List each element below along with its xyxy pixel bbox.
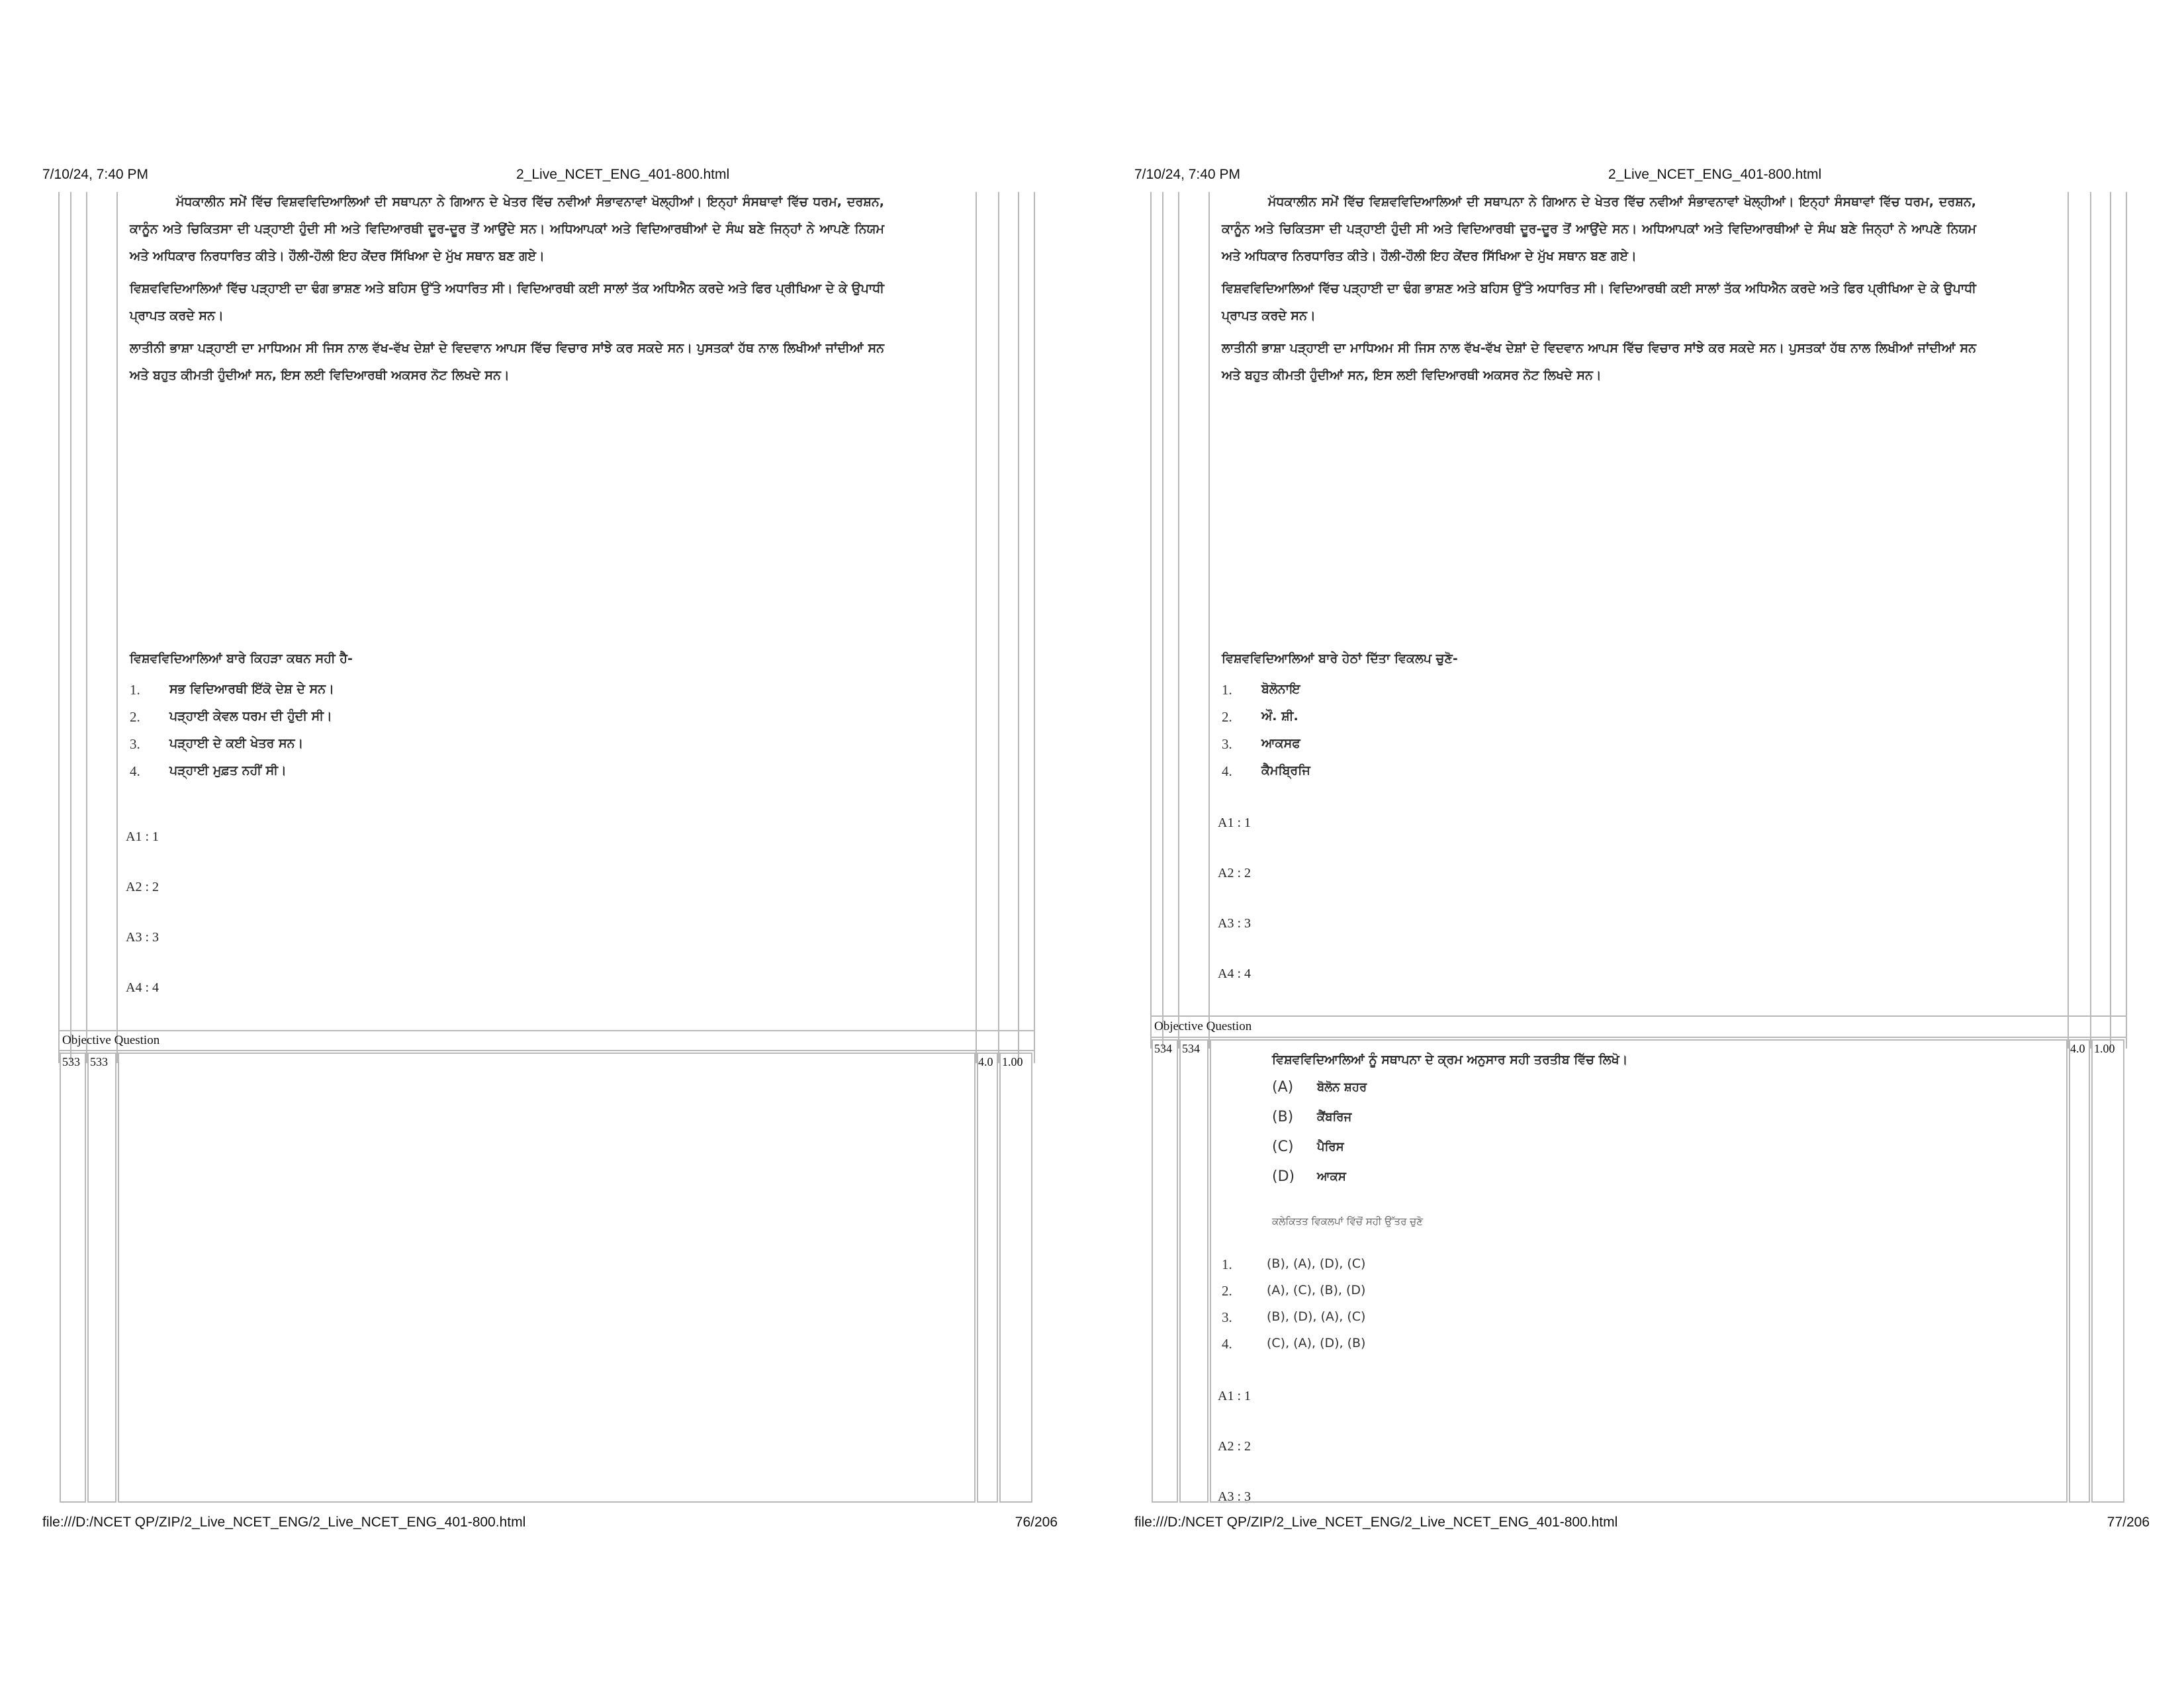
option-number: 2. xyxy=(1222,709,1232,725)
item-letter: (C) xyxy=(1272,1139,1294,1155)
table-border xyxy=(1150,1037,2127,1038)
item-letter: (A) xyxy=(1272,1079,1294,1096)
item-text: ਪੈਰਿਸ xyxy=(1317,1140,1344,1154)
question-id-cell xyxy=(60,1053,86,1503)
answer-key: A2 : 2 xyxy=(1218,866,1251,880)
option-number: 3. xyxy=(130,736,140,752)
option-text: (C), (A), (D), (B) xyxy=(1267,1336,1366,1350)
option-number: 2. xyxy=(1222,1283,1232,1299)
marks-cell xyxy=(977,1053,998,1503)
passage xyxy=(130,189,884,395)
footer-page-number: 76/206 xyxy=(1015,1515,1058,1530)
table-border xyxy=(1150,1015,2127,1017)
sequence-option xyxy=(1222,1283,1365,1309)
table-border xyxy=(2090,192,2091,1049)
item-letter: (B) xyxy=(1272,1109,1294,1125)
table-border xyxy=(1208,192,1210,1049)
question-body-cell xyxy=(118,1053,976,1503)
right-page xyxy=(1092,0,2184,1688)
option-number: 3. xyxy=(1222,1309,1232,1325)
table-border xyxy=(70,192,71,1063)
question-number: 533 xyxy=(90,1055,108,1068)
passage-paragraph: ਵਿਸ਼ਵਵਿਦਿਆਲਿਆਂ ਵਿੱਚ ਪੜ੍ਹਾਈ ਦਾ ਢੰਗ ਭਾਸ਼ਣ ਅਤੇ ਬਹਿਸ ਉੱਤੇ ਅਧਾਰਿਤ ਸੀ। ਵਿਦਿਆਰਥੀ ਕਈ ਸਾਲਾਂ ਤੱਕ ਅਧਿਐਨ ਕਰਦੇ ਅਤੇ ਫਿਰ ਪ੍ਰੀਖਿਆ ਦੇ ਕੇ ਉਪਾਧੀ ਪ੍ਰਾਪਤ ਕਰਦੇ ਸਨ। xyxy=(130,281,884,323)
table-border xyxy=(1018,192,1019,1063)
marks-cell xyxy=(2069,1039,2090,1503)
option-text: (B), (A), (D), (C) xyxy=(1267,1256,1366,1271)
table-border xyxy=(58,1050,1035,1051)
match-item xyxy=(1272,1072,1367,1102)
table-border xyxy=(2068,192,2069,1049)
table-border xyxy=(2110,192,2111,1049)
option-text: ਕੈਮਬ੍ਰਿਜਿ xyxy=(1261,763,1310,778)
question-number: 534 xyxy=(1182,1042,1200,1055)
answer-key: A2 : 2 xyxy=(126,880,159,894)
footer-path: file:///D:/NCET QP/ZIP/2_Live_NCET_ENG/2_Live_NCET_ENG_401-800.html xyxy=(1134,1515,1618,1530)
option-text: ਔ. ਸ਼ੀ. xyxy=(1261,709,1298,724)
option-text: ਪੜ੍ਹਾਈ ਦੇ ਕਈ ਖੇਤਰ ਸਨ। xyxy=(169,736,304,751)
negative-marks: 1.00 xyxy=(2094,1042,2115,1055)
option-text: ਪੜ੍ਹਾਈ ਮੁਫ਼ਤ ਨਹੀਂ ਸੀ। xyxy=(169,763,287,778)
option-item xyxy=(130,682,334,709)
option-text: (B), (D), (A), (C) xyxy=(1267,1309,1366,1324)
answer-key: A4 : 4 xyxy=(126,980,159,995)
table-border xyxy=(2126,192,2127,1049)
sequence-options xyxy=(1222,1256,1365,1362)
objective-question-label: Objective Question xyxy=(1154,1019,1252,1033)
answer-key: A3 : 3 xyxy=(1218,916,1251,931)
passage-paragraph: ਮੱਧਕਾਲੀਨ ਸਮੇਂ ਵਿੱਚ ਵਿਸ਼ਵਵਿਦਿਆਲਿਆਂ ਦੀ ਸਥਾਪਨਾ ਨੇ ਗਿਆਨ ਦੇ ਖੇਤਰ ਵਿੱਚ ਨਵੀਆਂ ਸੰਭਾਵਨਾਵਾਂ ਖੋਲ੍ਹੀਆਂ। ਇਨ੍ਹਾਂ ਸੰਸਥਾਵਾਂ ਵਿੱਚ ਧਰਮ, ਦਰਸ਼ਨ, ਕਾਨੂੰਨ ਅਤੇ ਚਿਕਿਤਸਾ ਦੀ ਪੜ੍ਹਾਈ ਹੁੰਦੀ ਸੀ ਅਤੇ ਵਿਦਿਆਰਥੀ ਦੂਰ-ਦੂਰ ਤੋਂ ਆਉਂਦੇ ਸਨ। ਅਧਿਆਪਕਾਂ ਅਤੇ ਵਿਦਿਆਰਥੀਆਂ ਦੇ ਸੰਘ ਬਣੇ ਜਿਨ੍ਹਾਂ ਨੇ ਆਪਣੇ ਨਿਯਮ ਅਤੇ ਅਧਿਕਾਰ ਨਿਰਧਾਰਿਤ ਕੀਤੇ। ਹੌਲੀ-ਹੌਲੀ ਇਹ ਕੇਂਦਰ ਸਿੱਖਿਆ ਦੇ ਮੁੱਖ ਸਥਾਨ ਬਣ ਗਏ। xyxy=(130,195,884,263)
match-item xyxy=(1272,1132,1367,1162)
option-text: ਪੜ੍ਹਾਈ ਕੇਵਲ ਧਰਮ ਦੀ ਹੁੰਦੀ ਸੀ। xyxy=(169,709,332,724)
footer-path: file:///D:/NCET QP/ZIP/2_Live_NCET_ENG/2_Live_NCET_ENG_401-800.html xyxy=(42,1515,526,1530)
question-id-cell xyxy=(1152,1039,1178,1503)
answer-key: A3 : 3 xyxy=(1218,1489,1251,1504)
option-number: 1. xyxy=(1222,682,1232,698)
table-border xyxy=(998,192,999,1063)
table-border xyxy=(86,192,87,1063)
answer-key: A4 : 4 xyxy=(1218,966,1251,981)
options-list xyxy=(1222,682,1310,790)
option-number: 1. xyxy=(130,682,140,698)
option-number: 3. xyxy=(1222,736,1232,752)
sequence-option xyxy=(1222,1256,1365,1283)
item-text: ਆਕਸ xyxy=(1317,1170,1346,1184)
answer-key: A2 : 2 xyxy=(1218,1439,1251,1454)
option-item xyxy=(1222,709,1310,736)
negative-marks-cell xyxy=(2091,1039,2124,1503)
sequence-option xyxy=(1222,1336,1365,1362)
answer-key: A1 : 1 xyxy=(1218,1389,1251,1403)
table-border xyxy=(976,192,977,1063)
question-id: 533 xyxy=(62,1055,80,1068)
passage-paragraph: ਲਾਤੀਨੀ ਭਾਸ਼ਾ ਪੜ੍ਹਾਈ ਦਾ ਮਾਧਿਅਮ ਸੀ ਜਿਸ ਨਾਲ ਵੱਖ-ਵੱਖ ਦੇਸ਼ਾਂ ਦੇ ਵਿਦਵਾਨ ਆਪਸ ਵਿੱਚ ਵਿਚਾਰ ਸਾਂਝੇ ਕਰ ਸਕਦੇ ਸਨ। ਪੁਸਤਕਾਂ ਹੱਥ ਨਾਲ ਲਿਖੀਆਂ ਜਾਂਦੀਆਂ ਸਨ ਅਤੇ ਬਹੁਤ ਕੀਮਤੀ ਹੁੰਦੀਆਂ ਸਨ, ਇਸ ਲਈ ਵਿਦਿਆਰਥੀ ਅਕਸਰ ਨੋਟ ਲਿਖਦੇ ਸਨ। xyxy=(1222,341,1976,383)
table-border xyxy=(58,1030,1035,1031)
table-border xyxy=(58,192,60,1063)
option-item xyxy=(1222,763,1310,790)
option-item xyxy=(1222,736,1310,763)
option-number: 4. xyxy=(130,763,140,779)
objective-question-label: Objective Question xyxy=(62,1033,160,1047)
answer-key: A3 : 3 xyxy=(126,930,159,945)
passage-paragraph: ਮੱਧਕਾਲੀਨ ਸਮੇਂ ਵਿੱਚ ਵਿਸ਼ਵਵਿਦਿਆਲਿਆਂ ਦੀ ਸਥਾਪਨਾ ਨੇ ਗਿਆਨ ਦੇ ਖੇਤਰ ਵਿੱਚ ਨਵੀਆਂ ਸੰਭਾਵਨਾਵਾਂ ਖੋਲ੍ਹੀਆਂ। ਇਨ੍ਹਾਂ ਸੰਸਥਾਵਾਂ ਵਿੱਚ ਧਰਮ, ਦਰਸ਼ਨ, ਕਾਨੂੰਨ ਅਤੇ ਚਿਕਿਤਸਾ ਦੀ ਪੜ੍ਹਾਈ ਹੁੰਦੀ ਸੀ ਅਤੇ ਵਿਦਿਆਰਥੀ ਦੂਰ-ਦੂਰ ਤੋਂ ਆਉਂਦੇ ਸਨ। ਅਧਿਆਪਕਾਂ ਅਤੇ ਵਿਦਿਆਰਥੀਆਂ ਦੇ ਸੰਘ ਬਣੇ ਜਿਨ੍ਹਾਂ ਨੇ ਆਪਣੇ ਨਿਯਮ ਅਤੇ ਅਧਿਕਾਰ ਨਿਰਧਾਰਿਤ ਕੀਤੇ। ਹੌਲੀ-ਹੌਲੀ ਇਹ ਕੇਂਦਰ ਸਿੱਖਿਆ ਦੇ ਮੁੱਖ ਸਥਾਨ ਬਣ ਗਏ। xyxy=(1222,195,1976,263)
answer-key: A1 : 1 xyxy=(1218,816,1251,830)
question-instruction: ਕਲੇਕਿਤਤ ਵਿਕਲਪਾਂ ਵਿੱਚੋਂ ਸਹੀ ਉੱਤਰ ਚੁਣੋ xyxy=(1272,1215,1424,1227)
option-number: 4. xyxy=(1222,763,1232,779)
table-border xyxy=(1162,192,1163,1049)
match-item xyxy=(1272,1162,1367,1192)
option-text: ਸਭ ਵਿਦਿਆਰਥੀ ਇੱਕੋ ਦੇਸ਼ ਦੇ ਸਨ। xyxy=(169,682,334,696)
option-text: (A), (C), (B), (D) xyxy=(1267,1283,1366,1297)
answer-keys xyxy=(126,829,159,1031)
header-title: 2_Live_NCET_ENG_401-800.html xyxy=(516,167,730,182)
passage-paragraph: ਵਿਸ਼ਵਵਿਦਿਆਲਿਆਂ ਵਿੱਚ ਪੜ੍ਹਾਈ ਦਾ ਢੰਗ ਭਾਸ਼ਣ ਅਤੇ ਬਹਿਸ ਉੱਤੇ ਅਧਾਰਿਤ ਸੀ। ਵਿਦਿਆਰਥੀ ਕਈ ਸਾਲਾਂ ਤੱਕ ਅਧਿਐਨ ਕਰਦੇ ਅਤੇ ਫਿਰ ਪ੍ਰੀਖਿਆ ਦੇ ਕੇ ਉਪਾਧੀ ਪ੍ਰਾਪਤ ਕਰਦੇ ਸਨ। xyxy=(1222,281,1976,323)
item-text: ਕੈਂਬਰਿਜ xyxy=(1317,1110,1352,1124)
sequence-option xyxy=(1222,1309,1365,1336)
item-text: ਬੋਲੋਨ ਸ਼ਹਰ xyxy=(1317,1080,1367,1094)
item-letter: (D) xyxy=(1272,1168,1295,1185)
option-item xyxy=(1222,682,1310,709)
question-id-cell xyxy=(1179,1039,1208,1503)
footer-page-number: 77/206 xyxy=(2107,1515,2150,1530)
passage-paragraph: ਲਾਤੀਨੀ ਭਾਸ਼ਾ ਪੜ੍ਹਾਈ ਦਾ ਮਾਧਿਅਮ ਸੀ ਜਿਸ ਨਾਲ ਵੱਖ-ਵੱਖ ਦੇਸ਼ਾਂ ਦੇ ਵਿਦਵਾਨ ਆਪਸ ਵਿੱਚ ਵਿਚਾਰ ਸਾਂਝੇ ਕਰ ਸਕਦੇ ਸਨ। ਪੁਸਤਕਾਂ ਹੱਥ ਨਾਲ ਲਿਖੀਆਂ ਜਾਂਦੀਆਂ ਸਨ ਅਤੇ ਬਹੁਤ ਕੀਮਤੀ ਹੁੰਦੀਆਂ ਸਨ, ਇਸ ਲਈ ਵਿਦਿਆਰਥੀ ਅਕਸਰ ਨੋਟ ਲਿਖਦੇ ਸਨ। xyxy=(130,341,884,383)
option-text: ਆਕਸਫ xyxy=(1261,736,1300,751)
header-datetime: 7/10/24, 7:40 PM xyxy=(42,167,148,182)
option-item xyxy=(130,736,334,763)
option-item xyxy=(130,763,334,790)
match-item xyxy=(1272,1102,1367,1132)
option-text: ਬੋਲੋਨਾਇ xyxy=(1261,682,1300,696)
options-list xyxy=(130,682,334,790)
table-border xyxy=(1034,192,1035,1063)
table-border xyxy=(1150,192,1152,1049)
answer-keys xyxy=(1218,816,1251,1017)
option-number: 1. xyxy=(1222,1256,1232,1272)
option-number: 2. xyxy=(130,709,140,725)
answer-key: A1 : 1 xyxy=(126,829,159,844)
negative-marks-cell xyxy=(999,1053,1032,1503)
header-datetime: 7/10/24, 7:40 PM xyxy=(1134,167,1240,182)
option-number: 4. xyxy=(1222,1336,1232,1352)
question-id-cell xyxy=(87,1053,116,1503)
question-id: 534 xyxy=(1154,1042,1172,1055)
match-items xyxy=(1272,1072,1367,1192)
negative-marks: 1.00 xyxy=(1002,1055,1023,1068)
option-item xyxy=(130,709,334,736)
question-lead: ਵਿਸ਼ਵਵਿਦਿਆਲਿਆਂ ਬਾਰੇ ਹੇਠਾਂ ਦਿੱਤਾ ਵਿਕਲਪ ਚੁਣੋ- xyxy=(1222,651,1458,666)
marks: 4.0 xyxy=(2070,1042,2085,1055)
passage xyxy=(1222,189,1976,395)
question-534-lead: ਵਿਸ਼ਵਵਿਦਿਆਲਿਆਂ ਨੂੰ ਸਥਾਪਨਾ ਦੇ ਕ੍ਰਮ ਅਨੁਸਾਰ ਸਹੀ ਤਰਤੀਬ ਵਿੱਚ ਲਿਖੋ। xyxy=(1272,1053,1628,1067)
table-border xyxy=(116,192,118,1063)
marks: 4.0 xyxy=(978,1055,993,1068)
question-lead: ਵਿਸ਼ਵਵਿਦਿਆਲਿਆਂ ਬਾਰੇ ਕਿਹੜਾ ਕਥਨ ਸਹੀ ਹੈ- xyxy=(130,651,353,666)
header-title: 2_Live_NCET_ENG_401-800.html xyxy=(1608,167,1822,182)
table-border xyxy=(1178,192,1179,1049)
